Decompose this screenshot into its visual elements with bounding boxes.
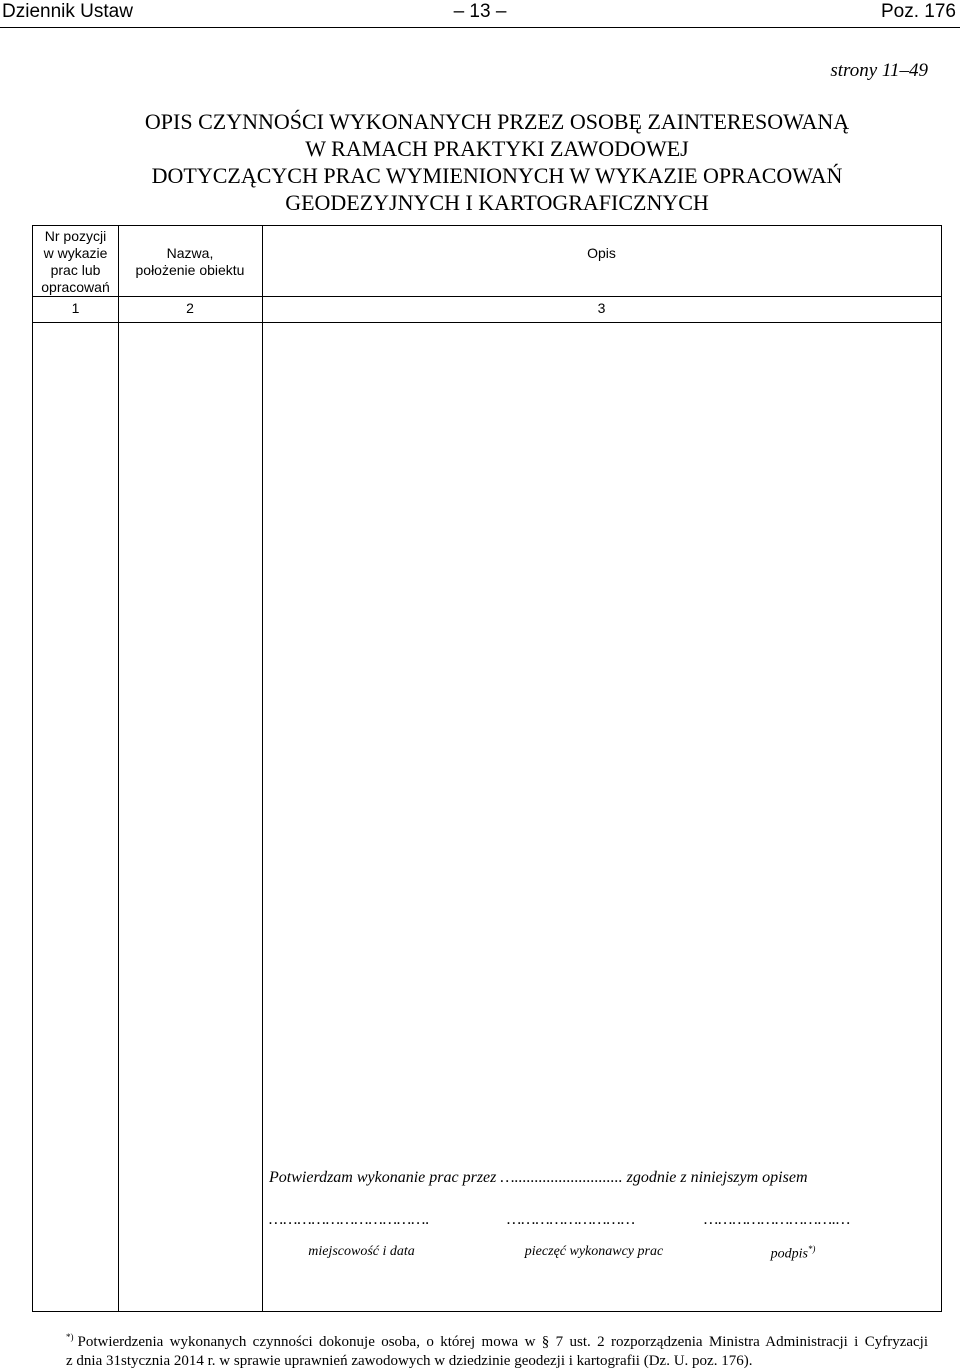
place-date-label: miejscowość i data [308, 1244, 415, 1259]
footnote-line: z dnia 31stycznia 2014 r. w sprawie uprawnień zawodowych w dziedzinie geodezji i kartografii (Dz. U. poz. 176). [66, 1353, 753, 1369]
header-position-number: Nr pozycji w wykazie prac lub opracowań [41, 228, 110, 295]
form-title [0, 108, 960, 216]
position-number: Poz. 176 [881, 1, 956, 22]
footnote-marker: *) [807, 1244, 816, 1254]
footnote-line: *) Potwierdzenia wykonanych czynności dokonuje osoba, o której mowa w § 7 ust. 2 rozporządzenia Ministra Administracji i Cyfryzacji [66, 1332, 928, 1350]
running-header [0, 0, 960, 28]
column-number: 3 [597, 300, 606, 316]
stamp-line: ……………………… [507, 1211, 636, 1228]
column-number-divider [33, 322, 941, 323]
signature-line: ……………………….… [704, 1211, 851, 1228]
place-date-line: ……………………………. [269, 1211, 430, 1228]
column-number: 1 [71, 300, 80, 316]
footnote-marker: *) [66, 1332, 74, 1342]
column-number: 2 [186, 300, 194, 316]
title-line: W RAMACH PRAKTYKI ZAWODOWEJ [305, 136, 689, 161]
column-divider [118, 226, 119, 1311]
column-divider [262, 226, 263, 1311]
pages-reference: strony 11–49 [830, 60, 928, 81]
stamp-label: pieczęć wykonawcy prac [524, 1244, 664, 1259]
header-object-name: Nazwa, położenie obiektu [135, 245, 245, 278]
fill-in-dots: …........................... [500, 1169, 623, 1186]
title-line: GEODEZYJNYCH I KARTOGRAFICZNYCH [285, 190, 709, 215]
header-description: Opis [587, 245, 616, 261]
header-divider [33, 296, 941, 297]
page-number: – 13 – [453, 1, 507, 22]
title-line: DOTYCZĄCYCH PRAC WYMIENIONYCH W WYKAZIE OPRACOWAŃ [151, 163, 843, 188]
footnote [66, 1328, 928, 1371]
confirmation-statement: Potwierdzam wykonanie prac przez …........................... zgodnie z niniejszym opisem [269, 1169, 808, 1186]
journal-name: Dziennik Ustaw [2, 1, 133, 22]
signature-label: podpis*) [770, 1244, 816, 1262]
description-table [32, 225, 942, 1312]
title-line: OPIS CZYNNOŚCI WYKONANYCH PRZEZ OSOBĘ ZAINTERESOWANĄ [144, 109, 850, 134]
